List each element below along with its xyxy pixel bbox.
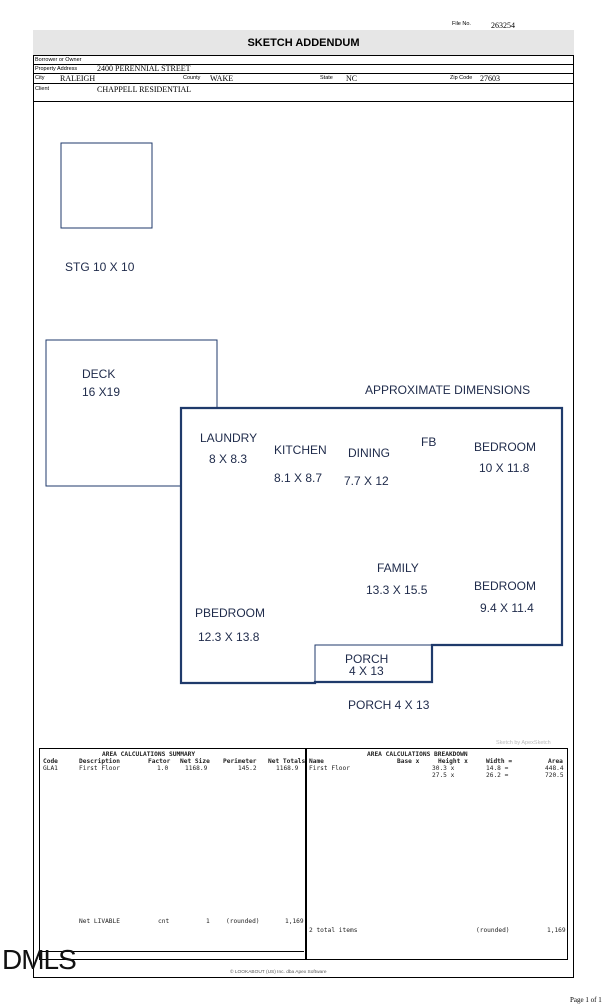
summary-footer-label: Net LIVABLE xyxy=(79,918,120,925)
breakdown-row1-width: 14.8 = xyxy=(486,765,509,772)
dmls-logo: DMLS xyxy=(2,944,76,975)
page-number: Page 1 of 1 xyxy=(570,996,602,1004)
breakdown-header-area: Area xyxy=(548,758,563,765)
breakdown-row1-height: 30.3 x xyxy=(432,765,455,772)
summary-header-netsize: Net Size xyxy=(180,758,210,765)
page-title: SKETCH ADDENDUM xyxy=(33,30,574,56)
bedroom2-size: 9.4 X 11.4 xyxy=(480,601,534,615)
summary-header-factor: Factor xyxy=(148,758,171,765)
summary-footer-rounded: (rounded) xyxy=(226,918,260,925)
city-value: RALEIGH xyxy=(60,74,96,83)
city-label: City xyxy=(35,75,45,81)
file-no-label: File No. xyxy=(452,21,471,27)
breakdown-footer-rounded: (rounded) xyxy=(476,927,510,934)
porch-label: PORCH 4 X 13 xyxy=(348,698,430,712)
state-label: State xyxy=(320,75,333,81)
bedroom2-name: BEDROOM xyxy=(474,579,537,593)
breakdown-row2-width: 26.2 = xyxy=(486,772,509,779)
breakdown-footer-total: 1,169 xyxy=(547,927,566,934)
breakdown-header-height: Height x xyxy=(438,758,468,765)
county-value: WAKE xyxy=(210,74,234,83)
sketch-credit: Sketch by ApexSketch xyxy=(496,740,551,746)
property-label: Property Address xyxy=(35,66,78,72)
breakdown-footer-items: 2 total items xyxy=(309,927,358,934)
summary-cell-perimeter: 145.2 xyxy=(238,765,257,772)
area-table xyxy=(39,748,568,960)
summary-footer-cnt: cnt xyxy=(158,918,170,925)
summary-header-nettotals: Net Totals xyxy=(268,758,306,765)
porch-name: PORCH xyxy=(345,652,389,666)
zip-value: 27603 xyxy=(480,74,500,83)
breakdown-title: AREA CALCULATIONS BREAKDOWN xyxy=(367,751,468,758)
file-no: 263254 xyxy=(491,21,515,30)
fb-label: FB xyxy=(421,435,437,449)
summary-header-description: Description xyxy=(79,758,120,765)
property-value: 2400 PERENNIAL STREET xyxy=(97,64,191,73)
breakdown-header-name: Name xyxy=(309,758,324,765)
copyright: © LOOKABOUT (US) Inc. dba Apex Software xyxy=(230,970,327,975)
storage-label: STG 10 X 10 xyxy=(65,260,135,274)
deck-size: 16 X19 xyxy=(82,385,121,399)
summary-header-perimeter: Perimeter xyxy=(223,758,257,765)
breakdown-header-base: Base x xyxy=(397,758,420,765)
bedroom1-name: BEDROOM xyxy=(474,440,537,454)
kitchen-size: 8.1 X 8.7 xyxy=(274,471,323,485)
zip-label: Zip Code xyxy=(450,75,473,81)
summary-title: AREA CALCULATIONS SUMMARY xyxy=(102,751,196,758)
dining-size: 7.7 X 12 xyxy=(344,474,389,488)
laundry-name: LAUNDRY xyxy=(200,431,258,445)
breakdown-row2-height: 27.5 x xyxy=(432,772,455,779)
county-label: County xyxy=(183,75,201,81)
bedroom1-size: 10 X 11.8 xyxy=(479,461,530,475)
summary-cell-factor: 1.0 xyxy=(157,765,169,772)
breakdown-header-width: Width = xyxy=(486,758,513,765)
approx-dimensions: APPROXIMATE DIMENSIONS xyxy=(365,383,531,397)
breakdown-name: First Floor xyxy=(309,765,350,772)
borrower-label: Borrower or Owner xyxy=(35,57,82,63)
summary-cell-code: GLA1 xyxy=(43,765,58,772)
summary-cell-nettotals: 1168.9 xyxy=(276,765,299,772)
summary-header-code: Code xyxy=(43,758,58,765)
deck-name: DECK xyxy=(82,367,116,381)
deck-outline xyxy=(46,340,217,486)
family-size: 13.3 X 15.5 xyxy=(366,583,428,597)
summary-cell-netsize: 1168.9 xyxy=(185,765,208,772)
pbedroom-name: PBEDROOM xyxy=(195,606,266,620)
table-divider xyxy=(305,749,307,959)
kitchen-name: KITCHEN xyxy=(274,443,327,457)
client-value: CHAPPELL RESIDENTIAL xyxy=(97,85,192,94)
summary-footer-total: 1,169 xyxy=(285,918,304,925)
client-label: Client xyxy=(35,86,50,92)
summary-footer-count: 1 xyxy=(206,918,210,925)
pbedroom-size: 12.3 X 13.8 xyxy=(198,630,260,644)
porch-size: 4 X 13 xyxy=(349,664,384,678)
laundry-size: 8 X 8.3 xyxy=(209,452,248,466)
state-value: NC xyxy=(346,74,358,83)
breakdown-row2-area: 720.5 xyxy=(545,772,564,779)
summary-bottom-rule xyxy=(42,951,304,952)
family-name: FAMILY xyxy=(377,561,419,575)
breakdown-row1-area: 448.4 xyxy=(545,765,564,772)
summary-cell-description: First Floor xyxy=(79,765,120,772)
storage-outline xyxy=(61,143,152,228)
dining-name: DINING xyxy=(348,446,390,460)
